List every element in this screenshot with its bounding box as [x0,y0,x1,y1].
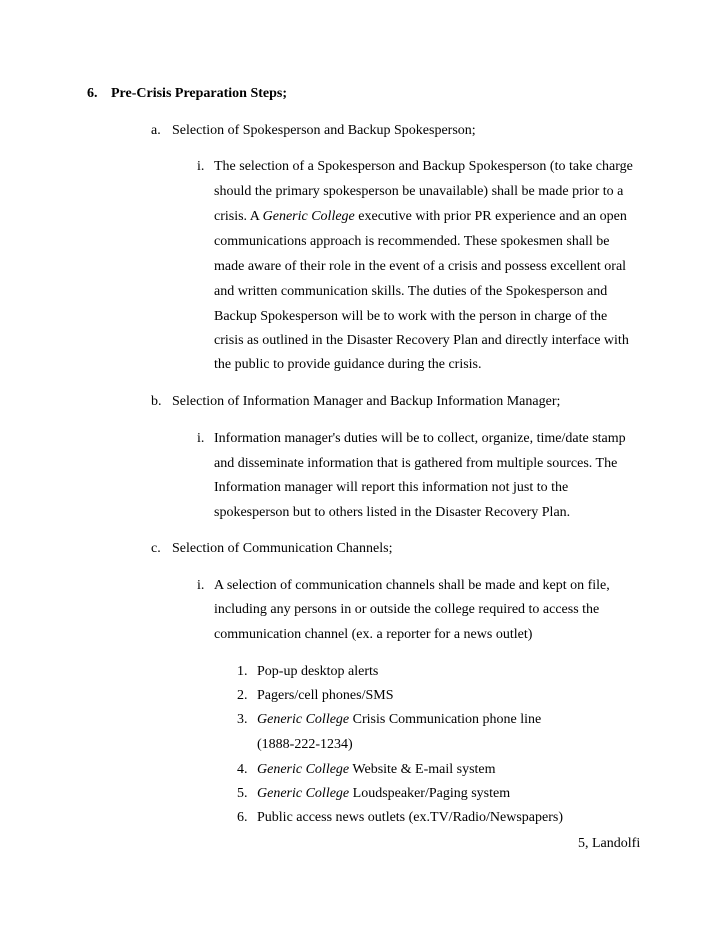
college-name: Generic College [257,786,350,801]
item-b-sub-marker: i. [197,431,205,446]
section-title: Pre-Crisis Preparation Steps; [111,86,288,101]
paragraph-line: the public to provide guidance during the crisis. [214,357,482,372]
paragraph-line: made aware of their role in the event of a crisis and possess excellent oral [214,259,627,274]
item-b-marker: b. [151,394,162,409]
item-c-title: Selection of Communication Channels; [172,541,393,556]
page-footer-label: 5, Landolfi [578,836,641,851]
college-name: Generic College [257,712,350,727]
list-item-marker: 1. [237,664,248,679]
paragraph-line: Information manager's duties will be to collect, organize, time/date stamp [214,431,626,446]
list-item-marker: 2. [237,688,248,703]
paragraph-line: and written communication skills. The duties of the Spokesperson and [214,284,608,299]
paragraph-line: should the primary spokesperson be unavailable) shall be made prior to a [214,184,624,199]
item-c-marker: c. [151,541,161,556]
paragraph-line: Information manager will report this information not just to the [214,480,569,495]
item-c-sub-marker: i. [197,578,205,593]
section-number: 6. [87,86,98,101]
list-item: Generic College Website & E-mail system [257,762,496,777]
list-item-marker: 3. [237,712,248,727]
list-item: Public access news outlets (ex.TV/Radio/Newspapers) [257,810,563,825]
list-item-marker: 6. [237,810,248,825]
paragraph-line: spokesperson but to others listed in the Disaster Recovery Plan. [214,505,571,520]
item-b-title: Selection of Information Manager and Backup Information Manager; [172,394,561,409]
item-a-title: Selection of Spokesperson and Backup Spokesperson; [172,123,476,138]
paragraph-line: and disseminate information that is gathered from multiple sources. The [214,456,618,471]
list-item-marker: 4. [237,762,248,777]
paragraph-line: Backup Spokesperson will be to work with the person in charge of the [214,309,608,324]
paragraph-line: communication channel (ex. a reporter for a news outlet) [214,627,533,642]
list-item-continuation: (1888-222-1234) [257,737,353,752]
list-item-marker: 5. [237,786,248,801]
paragraph-line: A selection of communication channels shall be made and kept on file, [214,578,610,593]
college-name: Generic College [262,209,355,224]
paragraph-line: including any persons in or outside the college required to access the [214,602,600,617]
list-item: Generic College Crisis Communication phone line [257,712,542,727]
paragraph-line: The selection of a Spokesperson and Backup Spokesperson (to take charge [214,159,633,174]
list-item: Pagers/cell phones/SMS [257,688,394,703]
paragraph-line: crisis as outlined in the Disaster Recovery Plan and directly interface with [214,333,629,348]
college-name: Generic College [257,762,350,777]
paragraph-line: crisis. A Generic College executive with prior PR experience and an open [214,209,627,224]
paragraph-line: communications approach is recommended. These spokesmen shall be [214,234,610,249]
list-item: Generic College Loudspeaker/Paging system [257,786,511,801]
list-item: Pop-up desktop alerts [257,664,379,679]
item-a-sub-marker: i. [197,159,205,174]
item-a-marker: a. [151,123,161,138]
